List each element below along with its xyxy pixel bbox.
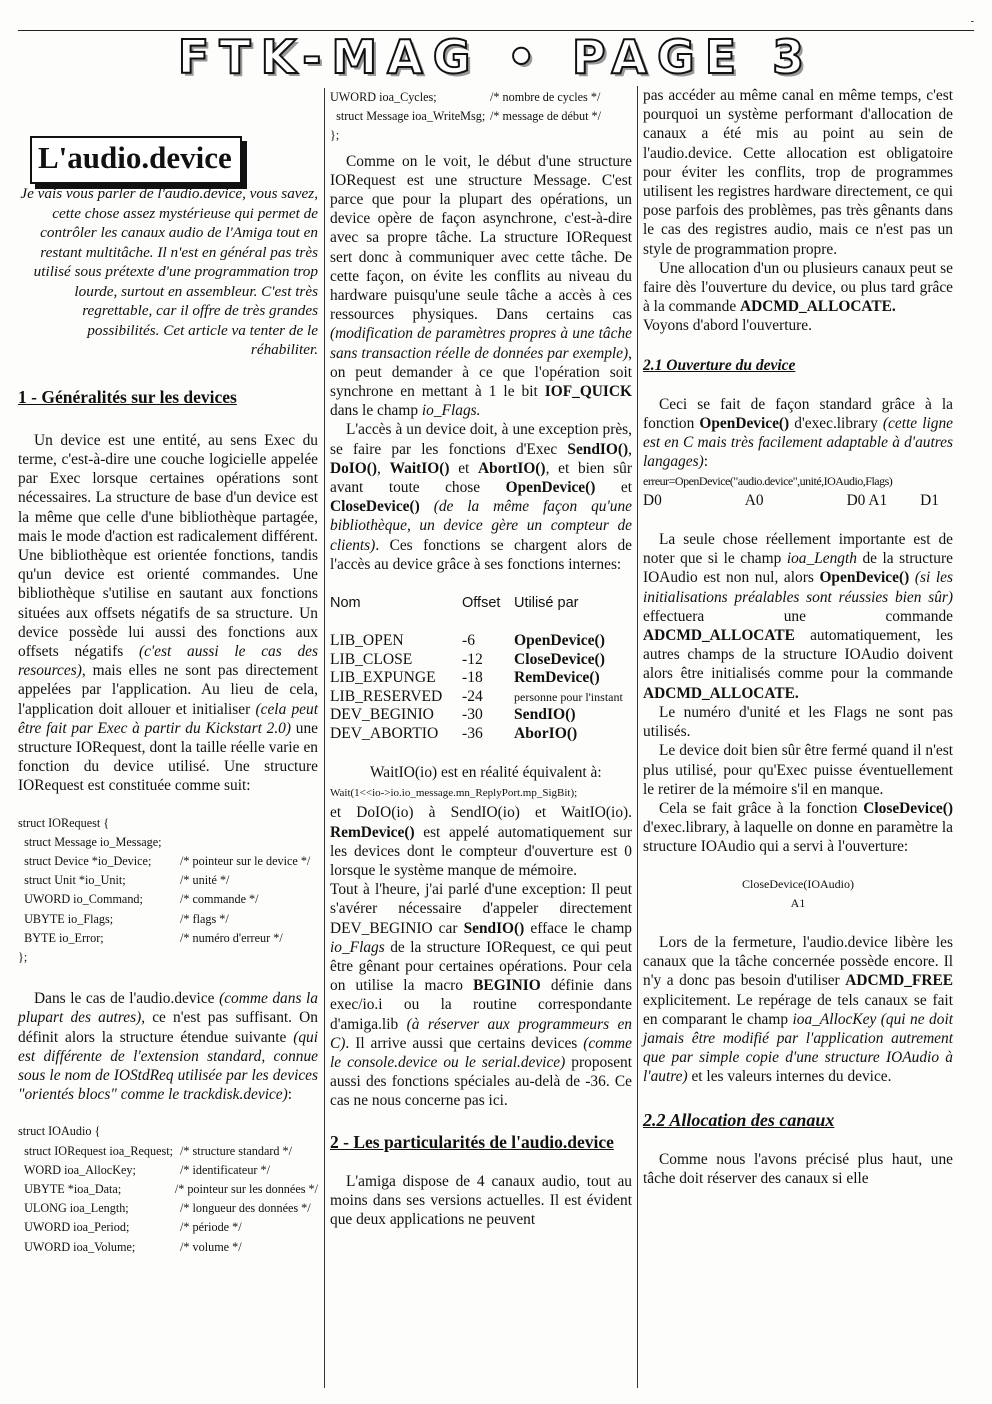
code-closedevice-register: A1 xyxy=(790,895,806,910)
code-opendevice: erreur=OpenDevice("audio.device",unité,IOAudio,Flags) xyxy=(643,473,893,488)
paragraph: Lors de la fermeture, l'audio.device libère les canaux que la tâche concernée possède encore. Il n'y a donc pas besoin d'utiliser ADCMD_FREE explicitement. Le repérage de tels canaux se fait en comparant le champ ioa_AllocKey (qui ne doit jamais être modifié par l'application autrement que par simple copie d'une structure IOAudio à l'autre) et les valeurs internes du device. xyxy=(643,933,953,1086)
section-1-heading: 1 - Généralités sur les devices xyxy=(18,386,237,407)
paragraph: Comme on le voit, le début d'une structure IORequest est une structure Message. C'est parce que pour la plupart des opérations, un device opère de façon asynchrone, c'est-à-dire avec sa propre tâche. La structure IORequest sert donc à communiquer avec cette tâche. De cette façon, on évite les conflits au niveau du hardware puisqu'une seule tâche a accès à ces ressources physiques. Dans certains cas (modification de paramètres propres à une tâche sans transaction réelle de données par exemple), on peut demander à ce que l'opération soit synchrone en mettant à 1 le bit IOF_QUICK dans le champ io_Flags. xyxy=(330,152,632,420)
paragraph: pas accéder au même canal en même temps, c'est pourquoi un système performant d'allocation de canaux a été mis au point au sein de l'audio.device. Cette allocation est obligatoire pour éviter les conflits, trop de programmes utilisent les registres hardware directement, ce qui pose parfois des problèmes, pas très gênants dans le cas des registres audio, mais ce n'est pas un style de programmation propre. xyxy=(643,87,953,258)
code-closedevice: CloseDevice(IOAudio) xyxy=(742,876,854,891)
ioaudio-struct-cont: UWORD ioa_Cycles; /* nombre de cycles */ struct Message ioa_WriteMsg; /* message de début */ }; xyxy=(330,90,602,143)
paragraph: Ceci se fait de façon standard grâce à la fonction OpenDevice() d'exec.library (cette ligne est en C mais très facilement adaptable à d'autres langages): xyxy=(643,395,953,471)
ioaudio-struct: struct IOAudio { struct IORequest ioa_Request; /* structure standard */ WORD ioa_AllocKey; /* identificateur */ UBYTE *ioa_Data; /* pointeur sur les données */ ULONG ioa_Length; /* longueur des données */ UWORD ioa_Period; /* période */ UWORD ioa_Volume; /* volume */ xyxy=(18,1124,318,1254)
section-2-1-heading: 2.1 Ouverture du device xyxy=(643,356,796,374)
table-row: LIB_CLOSE -12 CloseDevice() xyxy=(330,650,605,668)
column-1 xyxy=(18,110,318,1257)
paragraph: Une allocation d'un ou plusieurs canaux peut se faire dès l'ouverture du device, ou plus tard grâce à la commande ADCMD_ALLOCATE. Voyons d'abord l'ouverture. xyxy=(643,259,953,335)
table-row: DEV_BEGINIO -30 SendIO() xyxy=(330,706,576,724)
column-2 xyxy=(330,88,632,1229)
paragraph: L'accès à un device doit, à une exception près, se faire par les fonctions d'Exec SendIO(), DoIO(), WaitIO() et AbortIO(), et bien sûr avant toute chose OpenDevice() et CloseDevice() (de la même façon qu'une bibliothèque, un device gère un compteur de clients). Ces fonctions se chargent alors de l'accès au device grâce à ses fonctions internes: xyxy=(330,421,632,573)
article-intro: Je vais vous parler de l'audio.device, vous savez, cette chose assez mystérieuse qui permet de contrôler les canaux audio de l'Amiga tout en restant multitâche. Il n'est en général pas très utilisé sous prétexte d'une programmation trop lourde, surtout en assembleur. C'est très regrettable, car il offre de très grandes possibilités. Cet article va tenter de le réhabiliter. xyxy=(20,185,318,358)
column-divider-2 xyxy=(637,86,638,1388)
paragraph: Le device doit bien sûr être fermé quand il n'est plus utilisé, pour qu'Exec puisse éventuellement le retirer de la mémoire s'il en manque. xyxy=(643,742,953,798)
paragraph: Dans le cas de l'audio.device (comme dans la plupart des autres), ce n'est pas suffisant. On définit alors la structure étendue suivante (qui est différente de l'extension standard, connue sous le nom de IOStdReq utilisée par les devices "orientés blocs" comme le trackdisk.device): xyxy=(18,990,318,1104)
article-title: L'audio.device xyxy=(30,136,242,184)
paragraph: WaitIO(io) est en réalité équivalent à: Wait(1<<io->io.io_message.mn_ReplyPort.mp_SigBit); et DoIO(io) à SendIO(io) et WaitIO(io). RemDevice() est appelé automatiquement sur les devices dont le compteur d'ouverture est 0 lorsque le système manque de mémoire. xyxy=(330,763,632,879)
paragraph: Comme nous l'avons précisé plus haut, une tâche doit réserver des canaux si elle xyxy=(643,1150,953,1187)
paragraph: L'amiga dispose de 4 canaux audio, tout au moins dans ses versions actuelles. Il est évident que deux applications ne peuvent xyxy=(330,1172,632,1229)
ioreq-struct: struct IORequest { struct Message io_Message; struct Device *io_Device; /* pointeur sur le device */ struct Unit *io_Unit; /* unité */ UWORD io_Command; /* commande */ UBYTE io_Flags; /* flags */ BYTE io_Error; /* numéro d'erreur */ }; xyxy=(18,815,311,964)
paragraph: Tout à l'heure, j'ai parlé d'une exception: Il peut s'avérer nécessaire d'appeler directement DEV_BEGINIO car SendIO() efface le champ io_Flags de la structure IORequest, ce qui peut être gênant pour certaines opérations. Pour cela on utilise la macro BEGINIO définie dans exec/io.i ou la routine correspondante d'amiga.lib (à réserver aux programmeurs en C). Il arrive aussi que certains devices (comme le console.device ou le serial.device) proposent aussi des fonctions spéciales au-delà de -36. Ce cas ne nous concerne pas ici. xyxy=(330,881,632,1110)
page-header xyxy=(0,28,992,86)
table-row: DEV_ABORTIO -36 AborIO() xyxy=(330,724,578,742)
table-row: LIB_RESERVED -24 personne pour l'instant xyxy=(330,687,623,705)
functions-table xyxy=(330,594,623,743)
code-opendevice-registers: D0 A0 D0 A1 D1 xyxy=(643,491,939,509)
paragraph: La seule chose réellement importante est de noter que si le champ ioa_Length de la structure IOAudio est non nul, alors OpenDevice() (si les initialisations préalables sont réussies bien sûr) effectuera une commande ADCMD_ALLOCATE automatiquement, les autres champs de la structure IOAudio doivent alors être initialisés comme pour la commande ADCMD_ALLOCATE. xyxy=(643,531,953,702)
paragraph: Cela se fait grâce à la fonction CloseDevice() d'exec.library, à laquelle on donne en paramètre la structure IOAudio qui a servi à l'ouverture: xyxy=(643,799,953,856)
table-row: LIB_EXPUNGE -18 RemDevice() xyxy=(330,669,600,687)
page-header-title: FTK-MAG • PAGE 3 xyxy=(177,30,815,84)
table-row: LIB_OPEN -6 OpenDevice() xyxy=(330,632,605,650)
paragraph: Un device est une entité, au sens Exec du terme, c'est-à-dire une couche logicielle appelée par Exec lorsque certaines opérations sont nécessaires. La structure de base d'un device est la même que celle d'une bibliothèque partagée, mais le mode d'action est radicalement différent. Une bibliothèque est orientée fonctions, tandis qu'un device est orienté commandes. Une bibliothèque s'utilise en sautant aux fonctions situées aux offsets négatifs de sa structure. Un device possède lui aussi des fonctions aux offsets négatifs (c'est aussi le cas des resources), mais elles ne sont pas directement appelées par l'application. Au lieu de cela, l'application doit allouer et initialiser (cela peut être fait par Exec à partir du Kickstart 2.0) une structure IORequest, dont la taille réelle varie en fonction du device utilisé. Une structure IORequest est constituée comme suit: xyxy=(18,431,318,795)
column-divider-1 xyxy=(324,88,325,1388)
section-2-2-heading: 2.2 Allocation des canaux xyxy=(643,1109,835,1130)
section-2-heading: 2 - Les particularités de l'audio.device xyxy=(330,1131,614,1152)
corner-mark: - xyxy=(970,16,974,27)
table-header-row: Nom Offset Utilisé par xyxy=(330,595,579,612)
paragraph: Le numéro d'unité et les Flags ne sont pas utilisés. xyxy=(643,703,953,741)
column-3 xyxy=(643,86,953,1188)
